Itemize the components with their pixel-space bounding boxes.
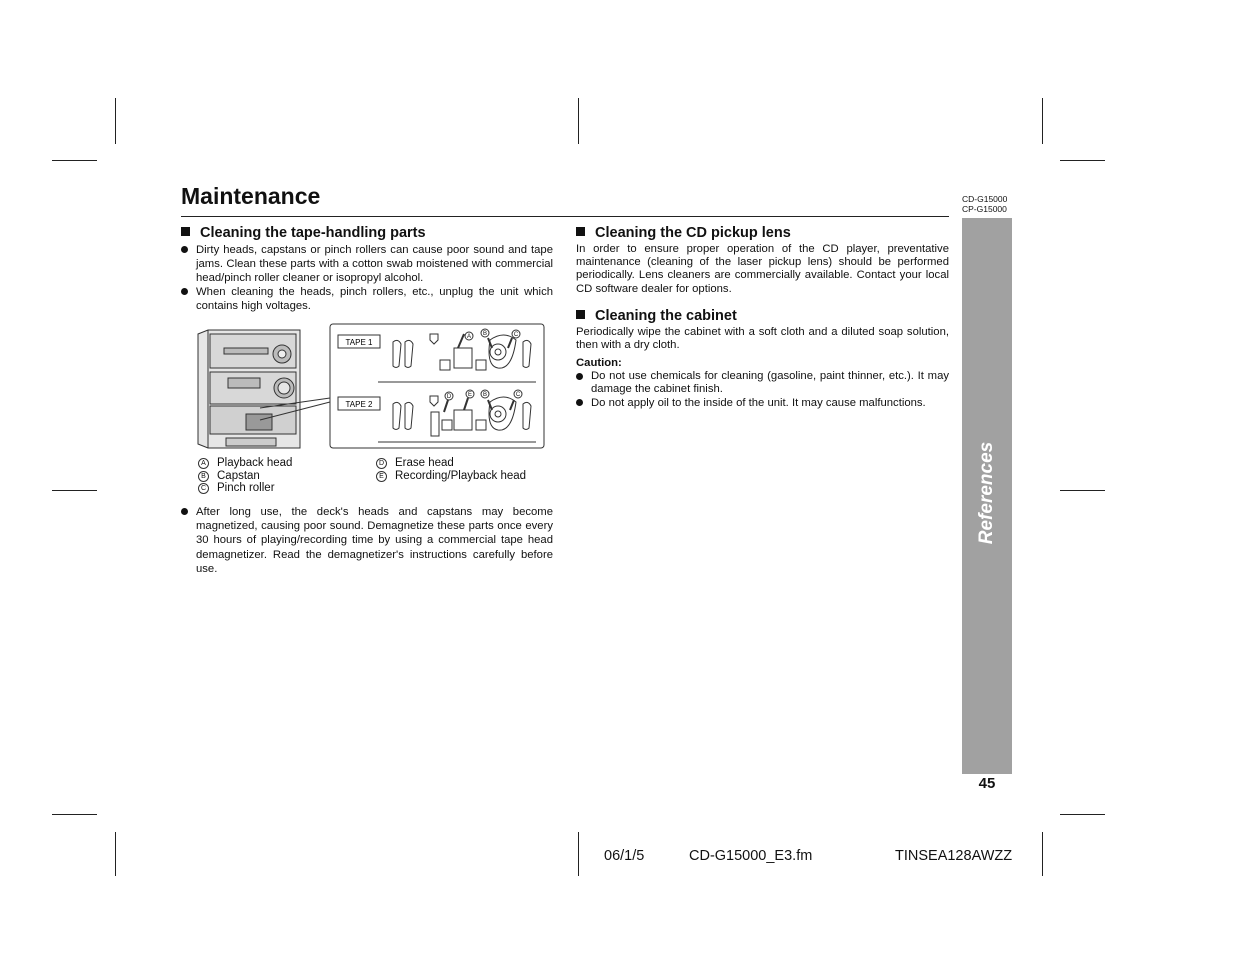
svg-text:E: E xyxy=(467,392,473,398)
cd-paragraph: In order to ensure proper operation of the CD player, preventative maintenance (cleaning of the laser pickup lens) should be performed periodically. Lens cleaners are commercially available. Contact your local CD software dealer for options. xyxy=(576,243,949,295)
square-bullet-icon xyxy=(576,227,585,236)
square-bullet-icon xyxy=(181,227,190,236)
legend-item: B Capstan xyxy=(198,470,260,483)
crop-mark xyxy=(1042,98,1043,144)
legend-item: C Pinch roller xyxy=(198,482,275,495)
bullet-item: When cleaning the heads, pinch rollers, etc., unplug the unit which contains high voltages. xyxy=(181,285,553,313)
caution-item: Do not use chemicals for cleaning (gasoline, paint thinner, etc.). It may damage the cabinet finish. xyxy=(576,370,949,396)
model-number: CD-G15000 xyxy=(962,194,1008,204)
cabinet-paragraph: Periodically wipe the cabinet with a soft cloth and a diluted soap solution, then with a dry cloth. xyxy=(576,326,949,352)
svg-text:B: B xyxy=(482,392,488,398)
marker-icon: D xyxy=(376,458,387,469)
svg-text:C: C xyxy=(515,392,521,398)
model-number: CP-G15000 xyxy=(962,204,1007,214)
bullet-item: After long use, the deck's heads and capstans may become magnetized, causing poor sound. Demagnetize these parts once every 30 hours of playing/recording time by using a commercial tape head demagnetizer. Read the demagnetizer's instructions carefully before use. xyxy=(181,505,553,576)
crop-mark xyxy=(115,98,116,144)
crop-mark xyxy=(1042,832,1043,876)
crop-mark xyxy=(1060,160,1105,161)
section-heading-tape: Cleaning the tape-handling parts xyxy=(181,225,426,241)
model-numbers xyxy=(962,194,1007,214)
bullet-dot-icon xyxy=(181,508,188,515)
bullet-item: Dirty heads, capstans or pinch rollers can cause poor sound and tape jams. Clean these parts with a cotton swab moistened with commercial head/pinch roller cleaner or isopropyl alcohol. xyxy=(181,243,553,286)
section-tab-label: References xyxy=(976,441,997,545)
footer-filename: CD-G15000_E3.fm xyxy=(689,848,813,864)
section-heading-cabinet: Cleaning the cabinet xyxy=(576,308,737,324)
tape1-label: TAPE 1 xyxy=(345,338,373,347)
marker-icon: E xyxy=(376,471,387,482)
bullet-dot-icon xyxy=(181,246,188,253)
marker-icon: B xyxy=(198,471,209,482)
page-title: Maintenance xyxy=(181,183,321,209)
square-bullet-icon xyxy=(576,310,585,319)
section-tab xyxy=(962,218,1012,774)
marker-icon: C xyxy=(198,483,209,494)
parts-legend xyxy=(198,457,558,497)
legend-item: A Playback head xyxy=(198,457,292,470)
caution-label: Caution: xyxy=(576,357,622,369)
marker-icon: A xyxy=(198,458,209,469)
crop-mark xyxy=(1060,814,1105,815)
section-heading-cd: Cleaning the CD pickup lens xyxy=(576,225,791,241)
bullet-dot-icon xyxy=(576,373,583,380)
footer-code: TINSEA128AWZZ xyxy=(895,848,1013,864)
tape-deck-diagram xyxy=(196,320,548,452)
svg-text:D: D xyxy=(446,394,452,400)
svg-text:A: A xyxy=(466,334,472,340)
crop-mark xyxy=(115,832,116,876)
stereo-unit-illustration xyxy=(198,330,300,448)
crop-mark xyxy=(52,814,97,815)
bullet-dot-icon xyxy=(181,288,188,295)
caution-item: Do not apply oil to the inside of the unit. It may cause malfunctions. xyxy=(576,396,956,410)
bullet-dot-icon xyxy=(576,399,583,406)
page-number: 45 xyxy=(978,775,996,792)
crop-mark xyxy=(578,832,579,876)
svg-text:C: C xyxy=(513,332,519,338)
crop-mark xyxy=(578,98,579,144)
svg-text:B: B xyxy=(482,331,488,337)
tape2-label: TAPE 2 xyxy=(345,400,373,409)
legend-item: E Recording/Playback head xyxy=(376,470,526,483)
crop-mark xyxy=(1060,490,1105,491)
footer-date: 06/1/5 xyxy=(604,848,645,864)
title-rule xyxy=(181,216,949,217)
crop-mark xyxy=(52,490,97,491)
crop-mark xyxy=(52,160,97,161)
legend-item: D Erase head xyxy=(376,457,454,470)
